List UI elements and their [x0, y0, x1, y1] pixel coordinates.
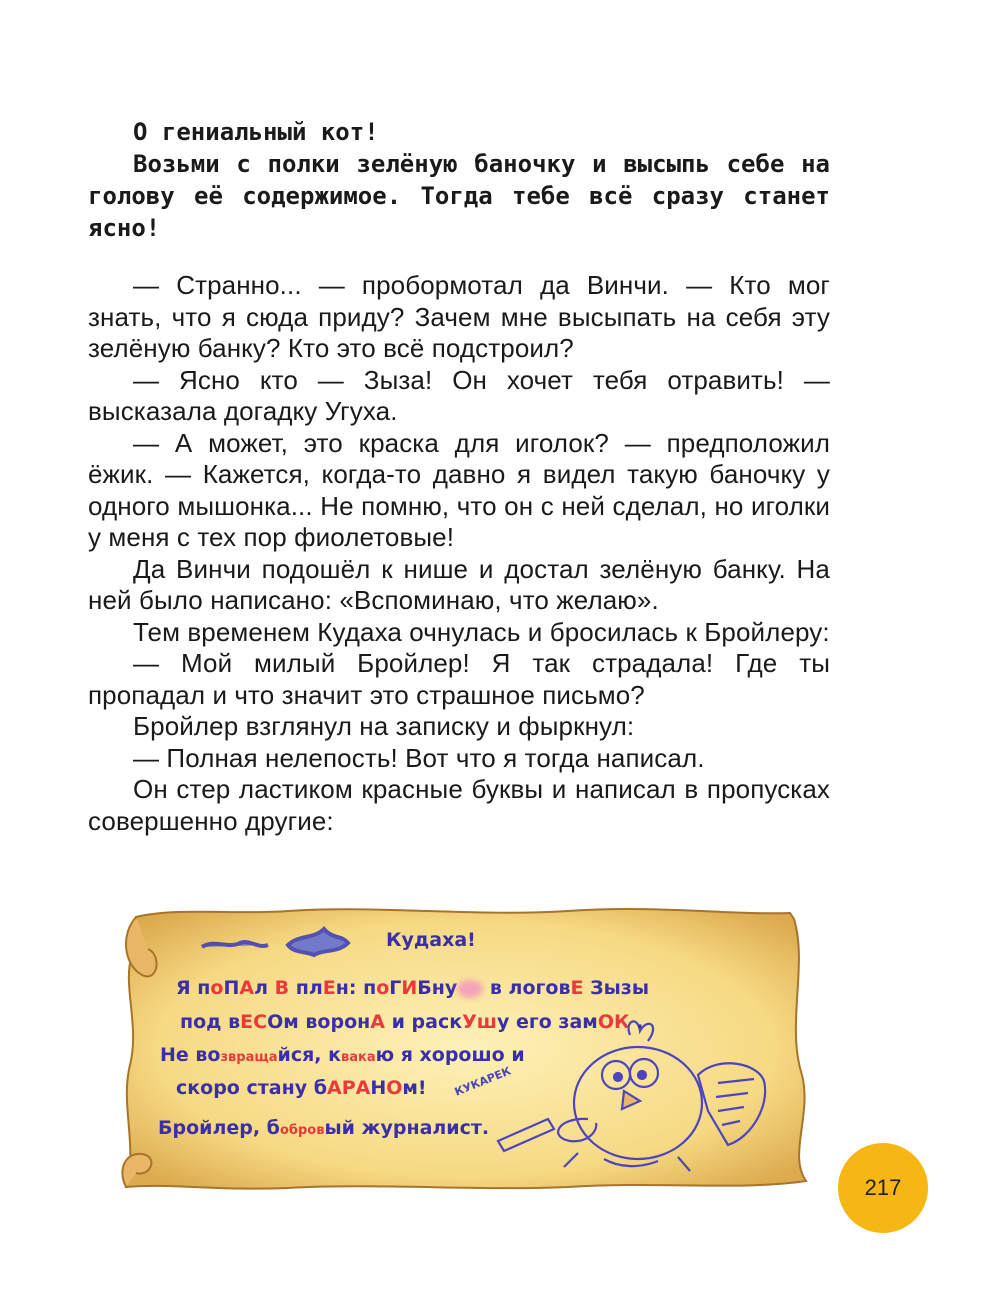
letter-text: Б: [417, 977, 432, 999]
small-red-text: обров: [279, 1123, 325, 1138]
letter-text: скоро стану: [176, 1077, 314, 1099]
paragraph: Бройлер взглянул на записку и фыркнул:: [133, 711, 635, 741]
red-letter: Е: [570, 977, 584, 999]
note-line-1: О гениальный кот!: [133, 118, 379, 146]
letter-text: под в: [180, 1011, 241, 1033]
red-letter: Уш: [462, 1011, 497, 1033]
letter-greeting: Кудаха!: [386, 929, 476, 951]
letter-text: л: [254, 977, 275, 999]
letter-text: Ом ворон: [267, 1011, 371, 1033]
letter-text: йся, к: [277, 1044, 342, 1066]
bird-doodle-text: КУКАРЕК: [452, 1064, 513, 1099]
red-letter: А: [370, 1011, 385, 1033]
red-letter: А: [239, 977, 255, 999]
paragraph: — А может, это краска для иголок? — предположил ёжик. — Кажется, когда-то давно я видел такую баночку у одного мышонка... Не помню, что он с ней сделал, но иголки у меня с тех пор фиолетовые!: [88, 427, 830, 552]
paragraph: — Ясно кто — Зыза! Он хочет тебя отравить! — высказала догадку Угуха.: [88, 364, 830, 426]
letter-line-2: [180, 1011, 643, 1033]
red-letter: АРА: [327, 1077, 371, 1099]
letter-text: и раск: [384, 1011, 463, 1033]
letter-text: Н: [370, 1077, 387, 1099]
letter-text: П: [223, 977, 240, 999]
letter-line-5: [158, 1117, 489, 1139]
letter-text: Не во: [160, 1044, 221, 1066]
letter-text: Зызы: [583, 977, 650, 999]
red-letter: О: [386, 1077, 403, 1099]
letter-text: н: п: [335, 977, 377, 999]
letter-line-1: [176, 977, 649, 999]
letter-text: его зам: [509, 1011, 598, 1033]
letter-text: м!: [402, 1077, 427, 1099]
letter-text: пл: [289, 977, 323, 999]
page-number: 217: [864, 1175, 902, 1200]
paragraph: Он стер ластиком красные буквы и написал в пропусках совершенно другие:: [88, 774, 830, 836]
letter-text: в логов: [483, 977, 571, 999]
smudge: [457, 980, 483, 998]
letter-text: Я п: [176, 977, 211, 999]
red-letter: ЕС: [240, 1011, 268, 1033]
letter-text: Бройлер, б: [158, 1117, 280, 1139]
letter-scroll-illustration: [118, 905, 818, 1191]
story-text: [88, 270, 830, 837]
page-number-badge: [838, 1143, 928, 1233]
red-letter: о: [376, 977, 390, 999]
paragraph: Тем временем Кудаха очнулась и бросилась к Бройлеру:: [133, 616, 830, 647]
letter-text: ну: [431, 977, 458, 999]
small-red-text: вака: [341, 1050, 376, 1065]
paragraph: — Полная нелепость! Вот что я тогда написал.: [133, 742, 705, 773]
red-letter: ОК: [597, 1011, 630, 1033]
red-letter: В: [274, 977, 290, 999]
letter-text: у: [496, 1011, 510, 1033]
paragraph: — Мой милый Бройлер! Я так страдала! Где ты пропадал и что значит это страшное письмо?: [88, 648, 830, 710]
letter-line-3: [160, 1044, 525, 1066]
letter-text: Г: [389, 977, 402, 999]
letter-text: б: [313, 1077, 327, 1099]
letter-text: .: [629, 1011, 644, 1033]
red-letter: И: [401, 977, 418, 999]
letter-text: ый журналист.: [324, 1117, 490, 1139]
red-letter: о: [210, 977, 224, 999]
cat-note: [88, 116, 830, 244]
note-line-2: Возьми с полки зелёную баночку и высыпь себе на голову её содержимое. Тогда тебе всё сразу станет ясно!: [88, 150, 830, 242]
letter-text: ю я хорошо и: [375, 1044, 525, 1066]
paragraph: Да Винчи подошёл к нише и достал зелёную банку. На ней было написано: «Вспоминаю, что желаю».: [88, 553, 830, 615]
letter-line-4: [176, 1077, 427, 1099]
paragraph: — Странно... — пробормотал да Винчи. — Кто мог знать, что я сюда приду? Зачем мне высыпать на себя эту зелёную банку? Кто это всё подстроил?: [88, 270, 830, 363]
red-letter: Е: [322, 977, 336, 999]
small-red-text: звраща: [220, 1050, 278, 1065]
